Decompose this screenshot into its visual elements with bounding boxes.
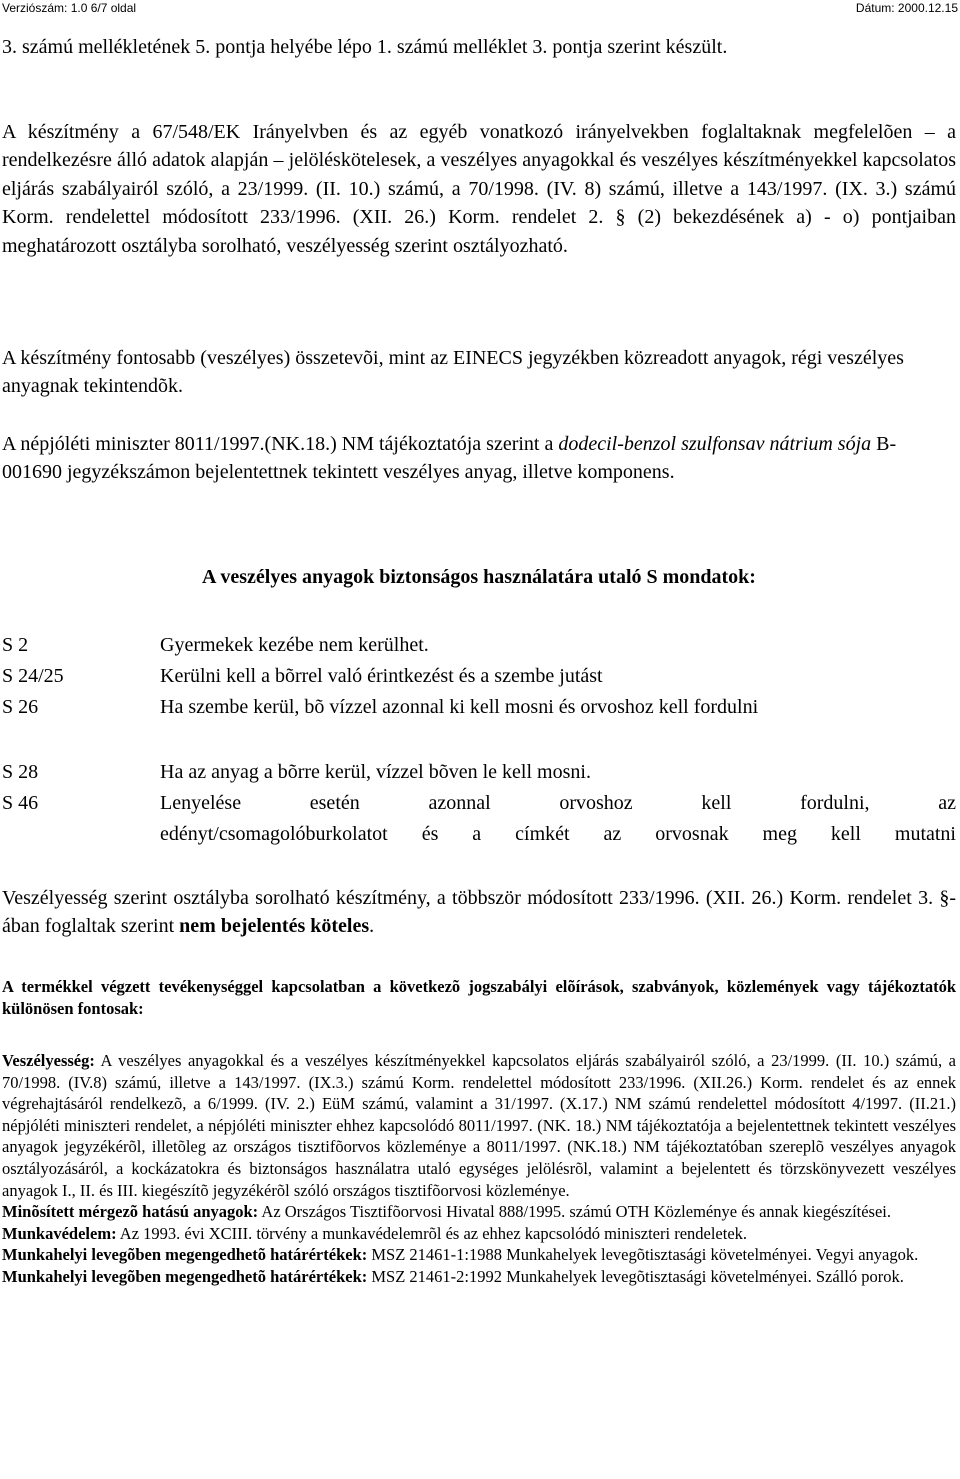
s-phrase-text-line2: edényt/csomagolóburkolatot és a címkét az orvosnak meg kell mutatni	[160, 823, 956, 845]
s-phrase-code: S 28	[2, 761, 39, 783]
regulation-text: Az 1993. évi XCIII. törvény a munkavédelemrõl és az ehhez kapcsolódó miniszteri rendeletek.	[116, 1223, 748, 1243]
notification-paragraph	[2, 430, 956, 487]
exemption-paragraph	[2, 884, 956, 941]
s-phrase-code: S 2	[2, 634, 29, 656]
s-phrase-row	[2, 788, 956, 850]
regulation-item	[2, 1050, 956, 1201]
regulation-label: Munkahelyi levegõben megengedhetõ határértékek:	[2, 1266, 368, 1286]
regulations-heading: A termékkel végzett tevékenységgel kapcsolatban a következõ jogszabályi elõírások, szabványok, közlemények vagy tájékoztatók különösen fontosak:	[2, 977, 956, 1018]
regulation-label: Minõsített mérgezõ hatású anyagok:	[2, 1202, 259, 1222]
regulation-item	[2, 1266, 956, 1288]
regulation-label: Munkavédelem:	[2, 1223, 117, 1243]
s-phrase-text: Ha szembe kerül, bõ vízzel azonnal ki kell mosni és orvoshoz kell fordulni	[160, 696, 759, 718]
s-phrase-row	[2, 661, 956, 692]
s-phrase-text: Kerülni kell a bõrrel való érintkezést és a szembe jutást	[160, 665, 603, 687]
exemption-status: nem bejelentés köteles	[179, 915, 370, 938]
page-header	[0, 0, 960, 16]
regulation-text: MSZ 21461-1:1988 Munkahelyek levegõtisztasági követelményei. Vegyi anyagok.	[367, 1245, 919, 1265]
regulation-text: A veszélyes anyagokkal és a veszélyes készítményekkel kapcsolatos eljárás szabályairól szóló, a 23/1999. (II. 10.) számú, a 70/1998. (IV.8) számú, illetve a 143/1997. (IX.3.) számú Korm. rendelettel módosított 233/1996. (XII.26.) Korm. rendelet és az ennek végrehajtásáról rendelkezõ, a 6/1999. (IV. 2.) EüM számú, valamint a 31/1997. (X.17.) NM számú rendelettel módosított 4/1997. (II.21.) népjóléti miniszteri rendelet, a népjóléti miniszter ehhez kapcsolódó 8011/1997. (NK. 18.) NM tájékoztatója a bejelentettnek tekintett veszélyes anyagok jegyzékérõl, illetõleg az országos tisztifõorvos közleménye a 8011/1997. (NK.18.) NM tájékoztatóban szereplõ veszélyes anyagok osztályozásáról, a kockázatokra és biztonságos használatra utaló egységes jelölésrõl, valamint a bejelentett és törzskönyvezett veszélyes anyagok I., II. és III. kiegészítõ jegyzékérõl szóló országos tisztifõorvosi közleménye.	[2, 1051, 956, 1200]
s-phrases-heading: A veszélyes anyagok biztonságos használatára utaló S mondatok:	[202, 566, 756, 588]
s-phrase-row	[2, 692, 956, 754]
s-phrase-row	[2, 757, 956, 788]
s-phrase-code: S 24/25	[2, 665, 64, 687]
notification-text-post: B-001690 jegyzékszámon bejelentettnek tekintett veszélyes anyag, illetve komponens.	[2, 433, 897, 484]
s-phrase-text: Ha az anyag a bõrre kerül, vízzel bõven le kell mosni.	[160, 761, 591, 783]
components-paragraph: A készítmény fontosabb (veszélyes) összetevõi, mint az EINECS jegyzékben közreadott anyagok, régi veszélyes anyagnak tekintendõk.	[2, 347, 904, 398]
regulation-item	[2, 1244, 956, 1266]
s-phrase-row	[2, 630, 956, 661]
regulation-item	[2, 1201, 956, 1223]
exemption-text-pre: Veszélyesség szerint osztályba sorolható készítmény, a többször módosított 233/1996. (XII. 26.) Korm. rendelet 3. §-ában foglaltak szerint	[2, 887, 956, 938]
regulation-text: MSZ 21461-2:1992 Munkahelyek levegõtisztasági követelményei. Szálló porok.	[367, 1266, 904, 1286]
version-label: Verziószám: 1.0 6/7 oldal	[2, 1, 137, 15]
regulation-label: Veszélyesség:	[2, 1051, 95, 1070]
regulation-text: Az Országos Tisztifõorvosi Hivatal 888/1995. számú OTH Közleménye és annak kiegészítései.	[258, 1202, 892, 1222]
exemption-text-post: .	[369, 915, 375, 938]
intro-line: 3. számú mellékletének 5. pontja helyébe lépo 1. számú melléklet 3. pontja szerint készült.	[2, 36, 728, 58]
s-phrase-text: Gyermekek kezébe nem kerülhet.	[160, 634, 429, 656]
date-label: Dátum: 2000.12.15	[855, 1, 958, 15]
s-phrase-code: S 46	[2, 792, 39, 814]
regulation-label: Munkahelyi levegõben megengedhetõ határértékek:	[2, 1245, 368, 1265]
substance-name: dodecil-benzol szulfonsav nátrium sója	[558, 433, 872, 455]
classification-paragraph: A készítmény a 67/548/EK Irányelvben és az egyéb vonatkozó irányelvekben foglaltaknak megfelelõen – a rendelkezésre álló adatok alapján – jelöléskötelesek, a veszélyes anyagokkal és veszélyes készítményekkel kapcsolatos eljárás szabályairól szóló, a 23/1999. (II. 10.) számú, a 70/1998. (IV. 8) számú, illetve a 143/1997. (IX. 3.) számú Korm. rendelettel módosított 233/1996. (XII. 26.) Korm. rendelet 2. § (2) bekezdésének a) - o) pontjaiban meghatározott osztályba sorolható, veszélyesség szerint osztályozható.	[2, 121, 956, 257]
notification-text-pre: A népjóléti miniszter 8011/1997.(NK.18.) NM tájékoztatója szerint a	[2, 433, 559, 455]
s-phrase-code: S 26	[2, 696, 39, 718]
regulation-item	[2, 1223, 956, 1245]
s-phrase-text-line1: Lenyelése esetén azonnal orvoshoz kell fordulni, az	[160, 792, 956, 814]
regulations-list	[2, 1050, 956, 1288]
